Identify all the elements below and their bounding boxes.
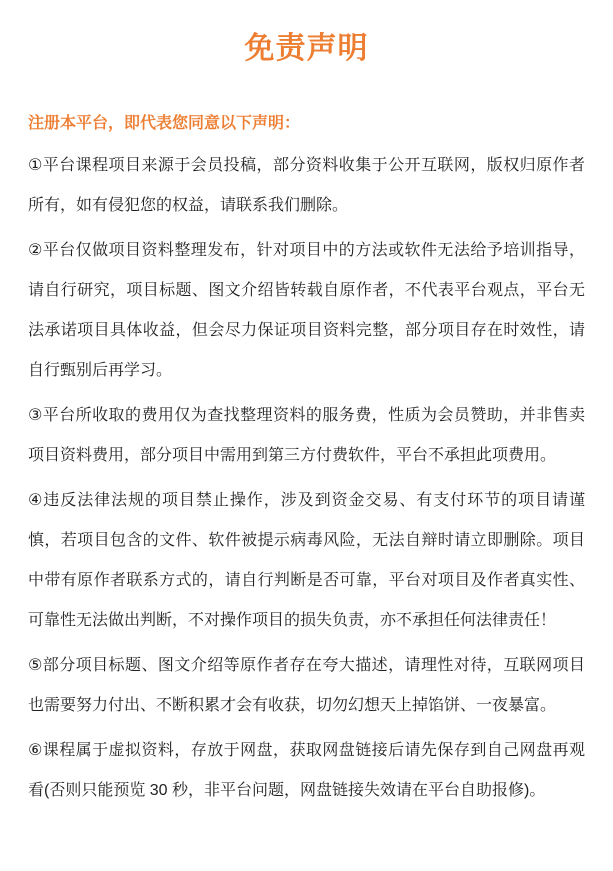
disclaimer-item-1: ①平台课程项目来源于会员投稿，部分资料收集于公开互联网，版权归原作者所有，如有侵犯您的权益，请联系我们删除。 [28, 157, 585, 214]
disclaimer-page [0, 31, 613, 871]
disclaimer-item-2: ②平台仅做项目资料整理发布，针对项目中的方法或软件无法给予培训指导，请自行研究，项目标题、图文介绍皆转载自原作者，不代表平台观点，平台无法承诺项目具体收益，但会尽力保证项目资料完整，部分项目存在时效性，请自行甄别后再学习。 [28, 242, 585, 379]
page-title: 免责声明 [244, 32, 369, 65]
disclaimer-item-6: ⑥课程属于虚拟资料，存放于网盘，获取网盘链接后请先保存到自己网盘再观看(否则只能预览 30 秒，非平台问题，网盘链接失效请在平台自助报修)。 [28, 742, 585, 799]
disclaimer-paragraphs [28, 146, 585, 811]
disclaimer-item-4: ④违反法律法规的项目禁止操作，涉及到资金交易、有支付环节的项目请谨慎，若项目包含的文件、软件被提示病毒风险，无法自辩时请立即删除。项目中带有原作者联系方式的，请自行判断是否可靠，平台对项目及作者真实性、可靠性无法做出判断，不对操作项目的损失负责，亦不承担任何法律责任！ [28, 492, 585, 629]
disclaimer-item-5: ⑤部分项目标题、图文介绍等原作者存在夸大描述，请理性对待，互联网项目也需要努力付出、不断积累才会有收获，切勿幻想天上掉馅饼、一夜暴富。 [28, 657, 585, 714]
intro-statement: 注册本平台，即代表您同意以下声明： [28, 115, 301, 132]
disclaimer-item-3: ③平台所收取的费用仅为查找整理资料的服务费，性质为会员赞助，并非售卖项目资料费用，部分项目中需用到第三方付费软件，平台不承担此项费用。 [28, 407, 585, 464]
